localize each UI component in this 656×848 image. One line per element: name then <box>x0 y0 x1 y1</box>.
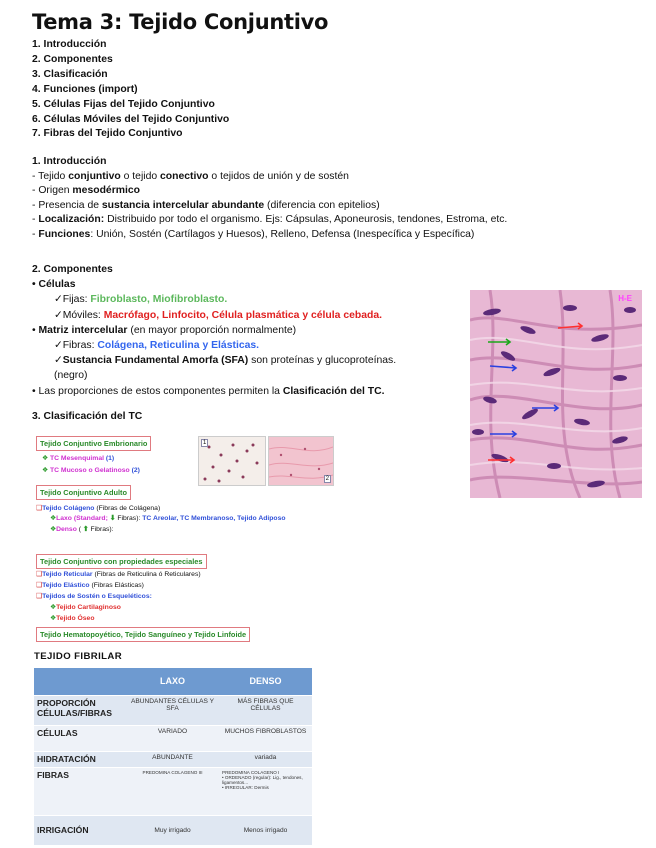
black-note: (negro) <box>54 370 88 382</box>
histology-image <box>470 290 642 498</box>
fibrillar-table <box>34 668 312 845</box>
embryonic-photo-1-svg <box>199 437 265 485</box>
toc-item: 5. Células Fijas del Tejido Conjuntivo <box>32 98 215 110</box>
table-cell: VARIADO <box>126 725 219 751</box>
table-header: DENSO <box>219 668 312 695</box>
toc-item: 2. Componentes <box>32 53 113 65</box>
fibers-line: ✓Fibras: Colágena, Reticulina y Elásticas. <box>54 340 260 352</box>
fibrillar-heading: TEJIDO FIBRILAR <box>34 651 123 662</box>
loose-item: ❖Laxo (Standard; ⬇ Fibras): TC Areolar, TC Membranoso, Tejido Adiposo <box>50 515 286 522</box>
components-section <box>32 262 472 399</box>
sfa-line: ✓Sustancia Fundamental Amorfa (SFA) son proteínas y glucoproteínas. <box>54 355 397 367</box>
toc-item: 4. Funciones (import) <box>32 83 138 95</box>
components-heading: 2. Componentes <box>32 264 113 275</box>
proportions-line: • Las proporciones de estos componentes permiten la Clasificación del TC. <box>32 385 385 397</box>
table-cell: Muy irrigado <box>126 815 219 845</box>
elastic-item: ❑Tejido Elástico (Fibras Elásticas) <box>36 582 144 589</box>
table-cell: MÁS FIBRAS QUE CÉLULAS <box>219 695 312 725</box>
cell-text: PREDOMINA COLAGENO I <box>222 769 280 775</box>
table-cell: MUCHOS FIBROBLASTOS <box>219 725 312 751</box>
intro-line: - Tejido conjuntivo o tejido conectivo o tejidos de unión y de sostén <box>32 170 349 182</box>
intro-line: - Origen mesodérmico <box>32 185 140 197</box>
adult-box: Tejido Conjuntivo Adulto <box>36 485 131 500</box>
table-cell: ABUNDANTES CÉLULAS Y SFA <box>126 695 219 725</box>
row-header: HIDRATACIÓN <box>34 751 126 767</box>
cell-bullet: • IRREGULAR: Dermis <box>222 784 269 790</box>
row-header: FIBRAS <box>34 767 126 815</box>
photo-number: 1 <box>203 440 207 446</box>
table-cell <box>219 767 312 815</box>
table-cell: ABUNDANTE <box>126 751 219 767</box>
table-header-row <box>34 668 312 695</box>
table-row <box>34 815 312 845</box>
table-header <box>34 668 126 695</box>
classification-diagram <box>36 434 329 644</box>
table-header: LAXO <box>126 668 219 695</box>
row-header: IRRIGACIÓN <box>34 815 126 845</box>
intro-line: - Funciones: Unión, Sostén (Cartílagos y Huesos), Relleno, Defensa (Inespecífica y Específica) <box>32 228 475 240</box>
mobile-cells: ✓Móviles: Macrófago, Linfocito, Célula plasmática y célula cebada. <box>54 309 383 321</box>
classification-heading: 3. Clasificación del TC <box>32 411 143 422</box>
table-cell: variada <box>219 751 312 767</box>
bone-item: ❖Tejido Óseo <box>50 615 95 622</box>
reticular-item: ❑Tejido Reticular (Fibras de Reticulina ó Reticulares) <box>36 571 201 578</box>
mesenchymal-item: ❖ TC Mesenquimal (1) <box>42 455 115 462</box>
table-row <box>34 767 312 815</box>
embryonic-photo-1 <box>198 436 266 486</box>
photo-number: 2 <box>325 476 329 482</box>
embryonic-photo-2 <box>268 436 334 486</box>
collagen-item: ❑Tejido Colágeno (Fibras de Colágena) <box>36 505 161 512</box>
table-row <box>34 725 312 751</box>
embryonic-box: Tejido Conjuntivo Embrionario <box>36 436 151 451</box>
row-header: CÉLULAS <box>34 725 126 751</box>
toc-item: 7. Fibras del Tejido Conjuntivo <box>32 128 183 140</box>
cell-bullet: • ORDENADO (regular): Lig., tendones, ligamentos... <box>222 774 303 785</box>
intro-section <box>32 155 632 243</box>
mucous-item: ❖ TC Mucoso o Gelatinoso (2) <box>42 467 140 474</box>
support-item: ❑Tejidos de Sostén o Esqueléticos: <box>36 593 152 600</box>
table-row <box>34 751 312 767</box>
toc-item: 6. Células Móviles del Tejido Conjuntivo <box>32 113 230 125</box>
hematopoietic-box: Tejido Hematopoyético, Tejido Sanguíneo y Tejido Linfoide <box>36 627 250 642</box>
table-cell: PREDOMINA COLAGENO III <box>126 767 219 815</box>
toc-item: 1. Introducción <box>32 39 107 50</box>
toc-item: 3. Clasificación <box>32 68 108 80</box>
dense-item: ❖Denso ( ⬆ Fibras): <box>50 526 114 533</box>
table-cell: Menos irrigado <box>219 815 312 845</box>
stain-label: H-E <box>618 294 632 303</box>
intro-heading: 1. Introducción <box>32 156 107 167</box>
cells-label: • Células <box>32 279 76 291</box>
intro-line: - Localización: Distribuido por todo el organismo. Ejs: Cápsulas, Aponeurosis, tendones, Estroma, etc. <box>32 214 508 226</box>
matrix-line: • Matriz intercelular (en mayor proporción normalmente) <box>32 324 297 336</box>
histology-image-svg <box>470 290 642 498</box>
page-title: Tema 3: Tejido Conjuntivo <box>32 10 329 34</box>
table-row <box>34 695 312 725</box>
cartilage-item: ❖Tejido Cartilaginoso <box>50 604 121 611</box>
special-box: Tejido Conjuntivo con propiedades especiales <box>36 554 207 569</box>
intro-line: - Presencia de sustancia intercelular abundante (diferencia con epitelios) <box>32 199 380 211</box>
table-of-contents <box>32 38 229 142</box>
fixed-cells: ✓Fijas: Fibroblasto, Miofibroblasto. <box>54 294 228 306</box>
row-header: PROPORCIÓN CÉLULAS/FIBRAS <box>34 695 126 725</box>
